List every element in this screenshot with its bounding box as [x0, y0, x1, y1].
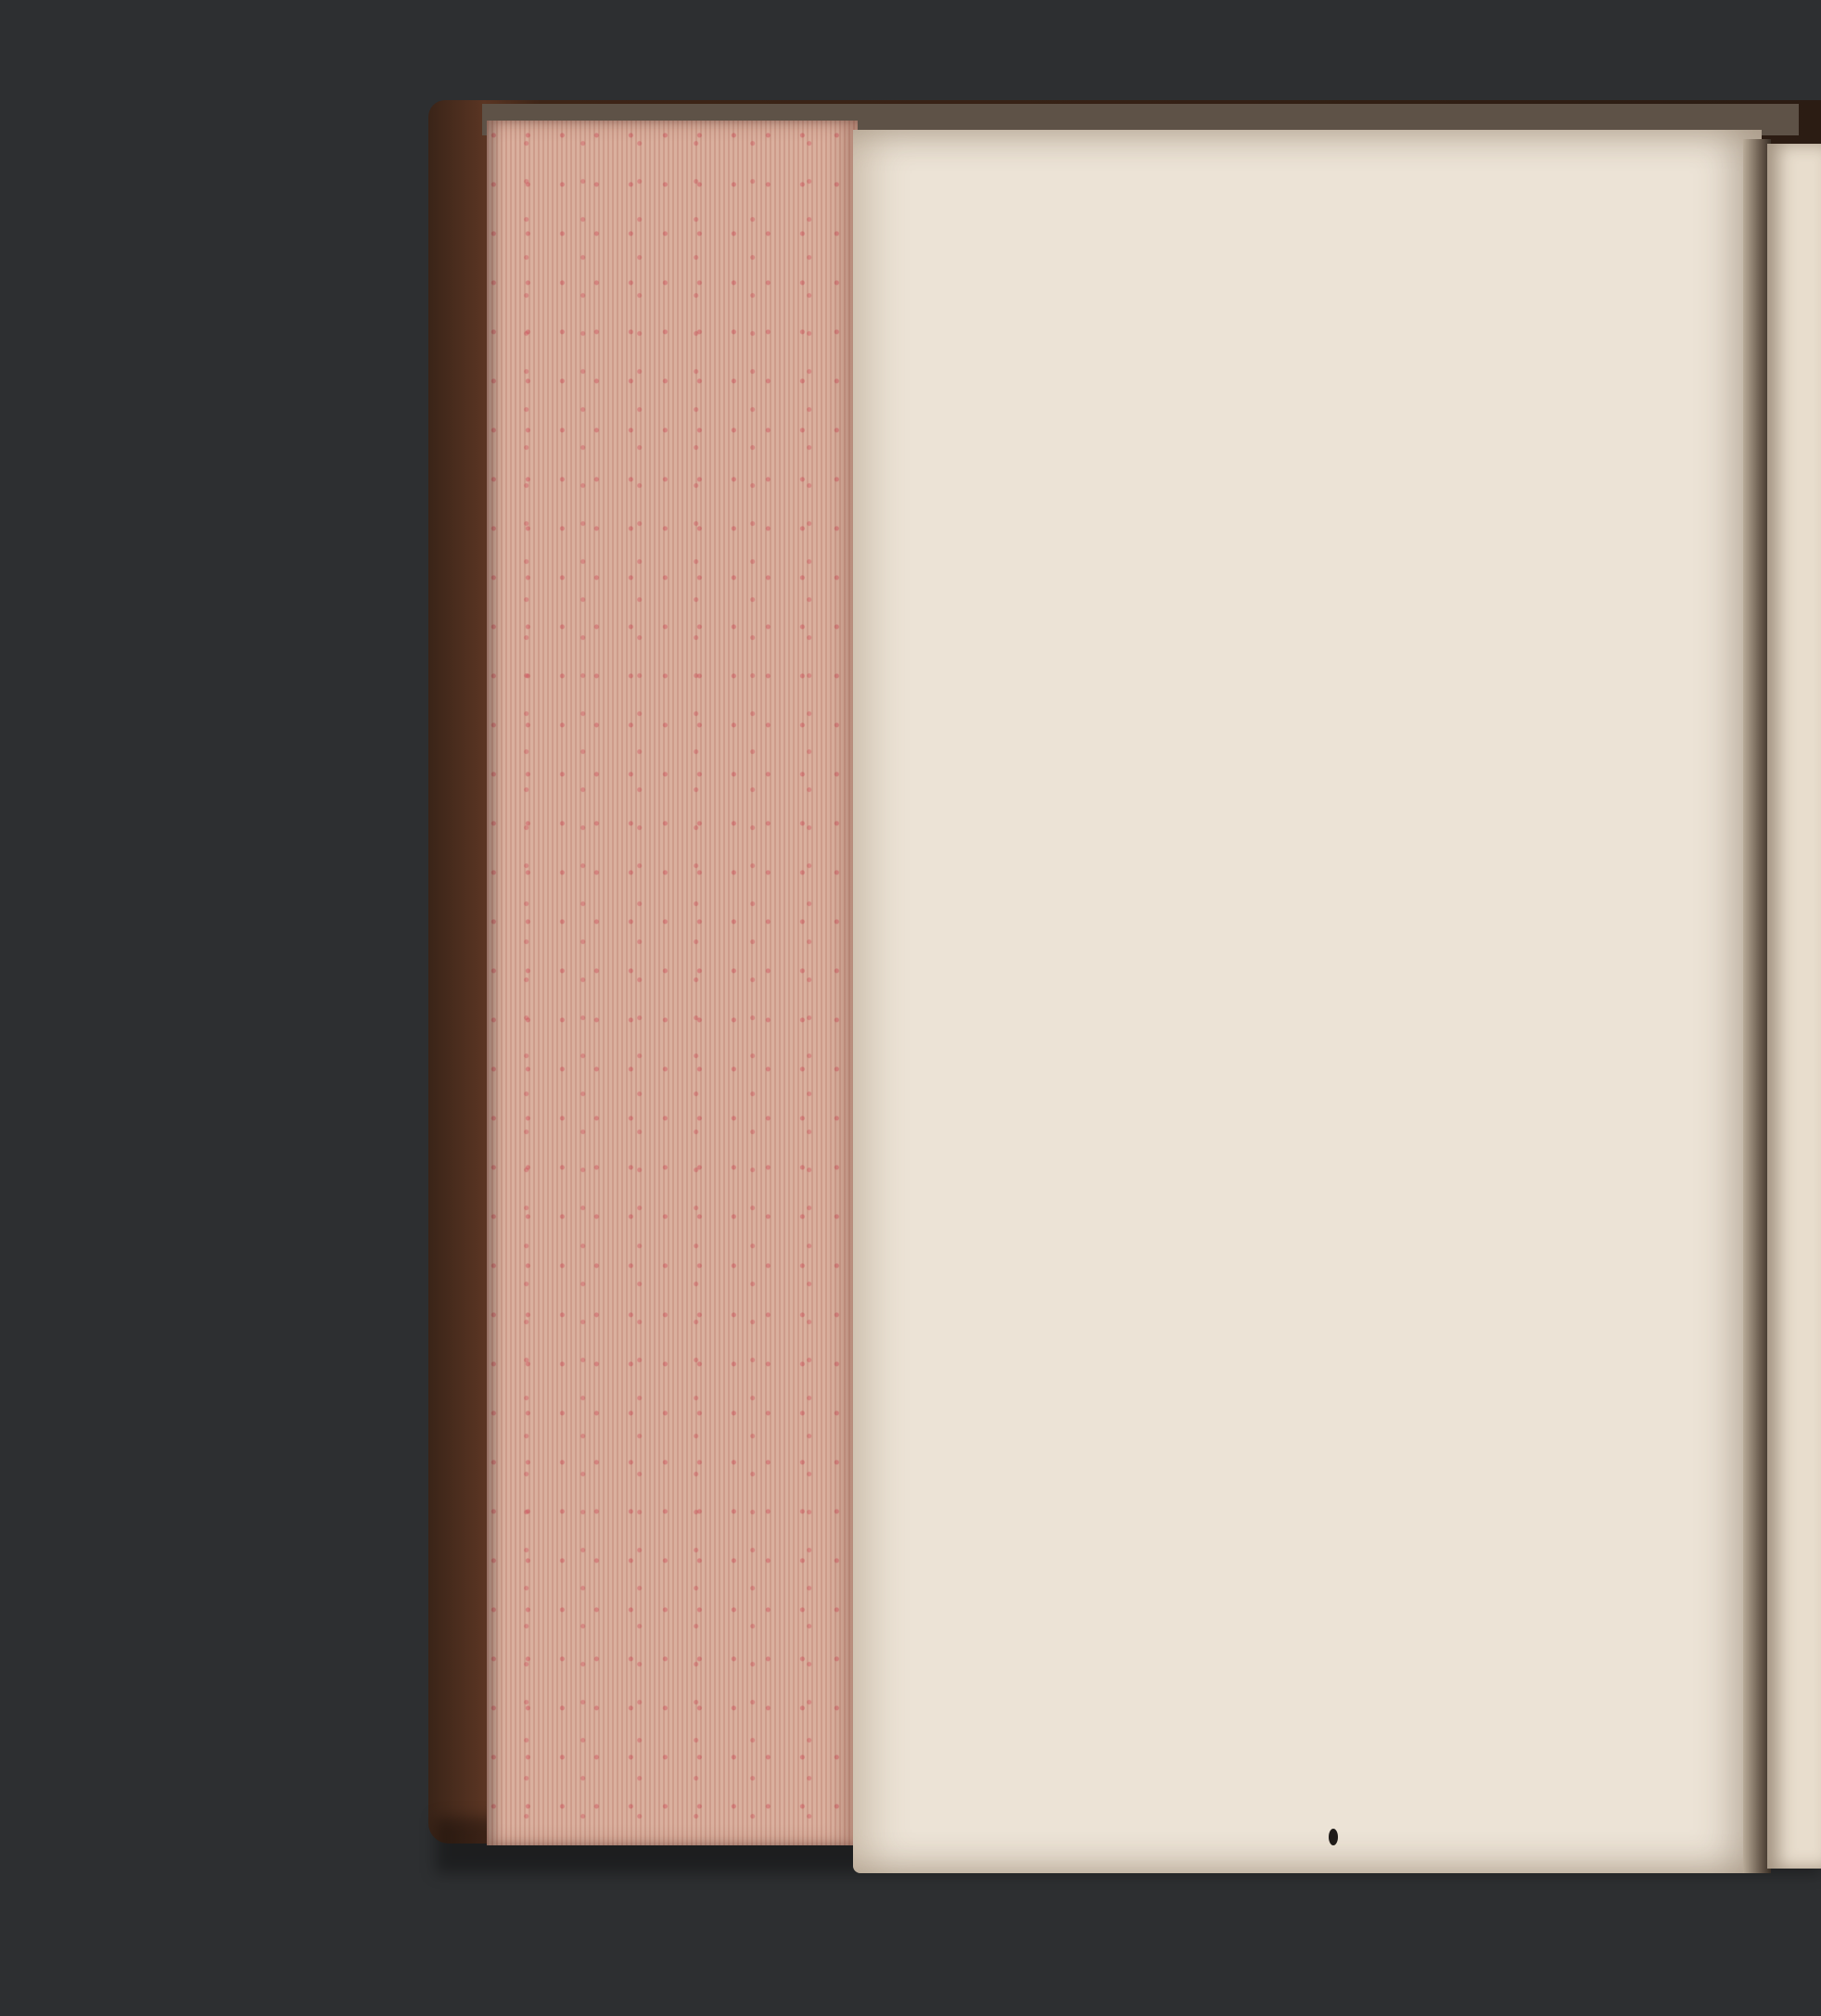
- facing-page: [1767, 144, 1821, 1869]
- left-page: [853, 130, 1762, 1873]
- sprinkled-page-edge: [487, 121, 858, 1845]
- ink-dot: [1329, 1829, 1338, 1845]
